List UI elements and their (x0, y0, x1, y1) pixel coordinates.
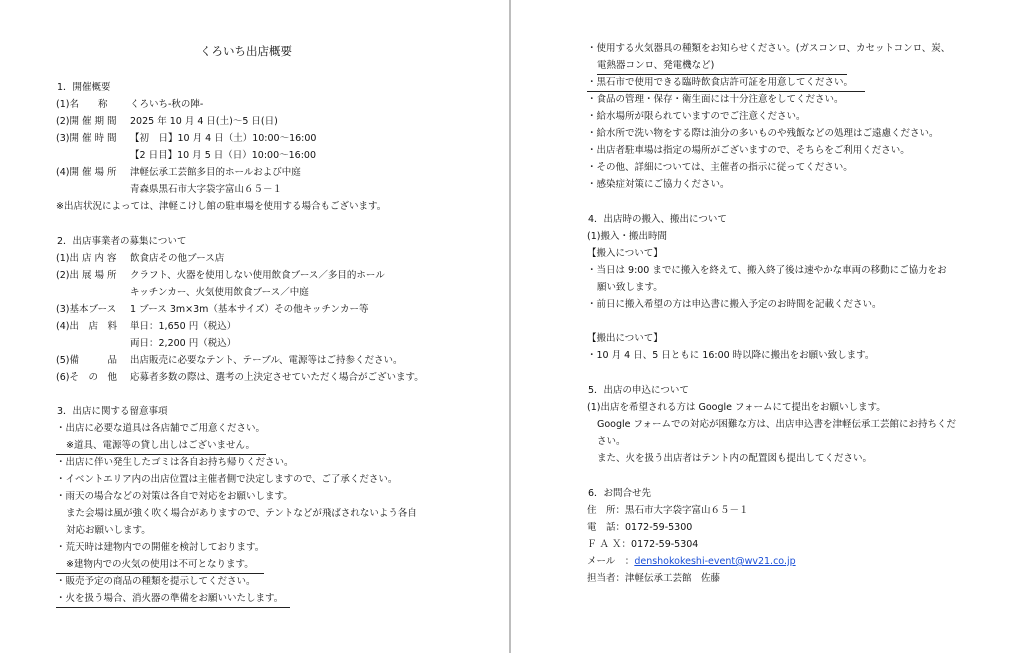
contact-staff-value: 津軽伝承工芸館 佐藤 (625, 573, 721, 584)
booth-location-courtyard: キッチンカー、火気使用飲食ブース／中庭 (130, 287, 309, 298)
note-item: また会場は風が強く吹く場合がありますので、テントなどが飛ばされないよう各自 (66, 508, 417, 519)
note-item: ※道具、電源等の貸し出しはございません。 (56, 439, 266, 455)
note-item: ・出店者駐車場は指定の場所がございますので、そちらをご利用ください。 (587, 145, 910, 156)
section-1-heading: 1．開催概要 (57, 82, 111, 93)
booth-fee-both: 両日：2,200 円（税込） (130, 338, 237, 349)
load-out-heading: 【搬出について】 (587, 333, 663, 344)
booth-fee-single: 単日：1,650 円（税込） (130, 321, 237, 332)
contact-phone (587, 521, 692, 535)
event-hours-label: (3)開 催 時 間 (56, 133, 117, 144)
event-venue-label: (4)開 催 場 所 (56, 167, 117, 178)
event-venue-value: 津軽伝承工芸館多目的ホールおよび中庭 (130, 167, 301, 178)
contact-address-value: 黒石市大字袋字富山６５－１ (625, 505, 749, 516)
note-item: ※建物内での火気の使用は不可となります。 (56, 558, 264, 574)
note-item: ・食品の管理・保存・衛生面には十分注意をしてください。 (587, 94, 844, 105)
event-name-value: くろいち-秋の陣- (130, 99, 204, 110)
note-item: ・出店に伴い発生したゴミは各自お持ち帰りください。 (56, 457, 294, 468)
note-item: 対応お願いします。 (66, 525, 151, 536)
booth-content-label: (1)出 店 内 容 (56, 253, 117, 264)
note-item: ・その他、詳細については、主催者の指示に従ってください。 (587, 162, 853, 173)
booth-size-value: 1 ブース 3m×3m（基本サイズ）その他キッチンカー等 (130, 304, 369, 315)
event-period-label: (2)開 催 期 間 (56, 116, 117, 127)
load-in-item: ・前日に搬入希望の方は申込書に搬入予定のお時間を記載ください。 (587, 299, 882, 310)
section-3-heading: 3．出店に関する留意事項 (57, 406, 168, 417)
application-item: Google フォームでの対応が困難な方は、出店申込書を津軽伝承工芸館にお持ちくだ (597, 419, 957, 430)
equipment-value: 出店販売に必要なテント、テーブル、電源等はご持参ください。 (130, 355, 403, 366)
other-label: (6)そ の 他 (56, 372, 117, 383)
loading-time-subheading: (1)搬入・搬出時間 (587, 231, 667, 242)
contact-fax-label: Ｆ Ａ Ｘ： (587, 539, 632, 550)
note-item: ・黒石市で使用できる臨時飲食店許可証を用意してください。 (587, 76, 865, 92)
application-item: また、火を扱う出店者はテント内の配置図も提出してください。 (597, 453, 873, 464)
booth-fee-label: (4)出 店 料 (56, 321, 117, 332)
contact-staff-label: 担当者： (587, 573, 626, 584)
other-value: 応募者多数の際は、選考の上決定させていただく場合がございます。 (130, 372, 424, 383)
event-venue-address: 青森県黒石市大字袋字富山６５－１ (130, 184, 283, 195)
section-5-heading: 5．出店の申込について (588, 385, 689, 396)
contact-fax (587, 538, 698, 552)
left-page (0, 0, 509, 653)
note-item: ・販売予定の商品の種類を提示してください。 (56, 576, 256, 587)
booth-location-hall: クラフト、火器を使用しない使用飲食ブース／多目的ホール (130, 270, 385, 281)
load-in-item: ・当日は 9:00 までに搬入を終えて、搬入終了後は速やかな車両の移動にご協力をお (587, 265, 947, 276)
contact-phone-value: 0172-59-5300 (625, 522, 693, 533)
application-item: (1)出店を希望される方は Google フォームにて提出をお願いします。 (587, 402, 886, 413)
booth-location-label: (2)出 展 場 所 (56, 270, 117, 281)
contact-fax-value: 0172-59-5304 (631, 539, 699, 550)
load-in-item: 願い致します。 (597, 282, 663, 293)
load-out-item: ・10 月 4 日、5 日ともに 16:00 時以降に搬出をお願い致します。 (587, 350, 875, 361)
note-item: ・雨天の場合などの対策は各自で対応をお願いします。 (56, 491, 293, 502)
booth-size-label: (3)基本ブース (56, 304, 117, 315)
booth-content-value: 飲食店その他ブース店 (130, 253, 225, 264)
note-item: ・荒天時は建物内での開催を検討しております。 (56, 542, 265, 553)
event-period-value: 2025 年 10 月 4 日(土)～5 日(日) (130, 116, 278, 127)
load-in-heading: 【搬入について】 (587, 248, 663, 259)
right-page (511, 0, 1024, 653)
contact-address-label: 住 所： (587, 505, 626, 516)
parking-note: ※出店状況によっては、津軽こけし館の駐車場を使用する場合もございます。 (56, 201, 387, 212)
note-item: 電熱器コンロ、発電機など) (597, 59, 847, 75)
event-hours-day2: 【2 日目】10 月 5 日（日）10:00～16:00 (130, 150, 317, 161)
note-item: ・出店に必要な道具は各店舗でご用意ください。 (56, 423, 266, 434)
contact-email-link[interactable]: denshokokeshi-event@wv21.co.jp (634, 556, 796, 567)
contact-email-label: メール ： (587, 556, 635, 567)
event-hours-day1: 【初 日】10 月 4 日（土）10:00～16:00 (130, 133, 317, 144)
contact-staff (587, 572, 720, 586)
note-item: ・火を扱う場合、消火器の準備をお願いいたします。 (56, 592, 290, 608)
document-title: くろいち出店概要 (200, 44, 292, 58)
contact-email (587, 555, 796, 569)
note-item: ・使用する火気器具の種類をお知らせください。(ガスコンロ、カセットコンロ、炭、 (587, 43, 951, 54)
section-6-heading: 6．お問合せ先 (588, 488, 652, 499)
contact-phone-label: 電 話： (587, 522, 626, 533)
note-item: ・イベントエリア内の出店位置は主催者側で決定しますので、ご了承ください。 (56, 474, 398, 485)
note-item: ・給水所で洗い物をする際は油分の多いものや残飯などの処理はご遠慮ください。 (587, 128, 939, 139)
note-item: ・給水場所が限られていますのでご注意ください。 (587, 111, 806, 122)
section-2-heading: 2．出店事業者の募集について (57, 236, 187, 247)
equipment-label: (5)備 品 (56, 355, 117, 366)
section-4-heading: 4．出店時の搬入、搬出について (588, 214, 727, 225)
contact-address (587, 504, 749, 518)
event-name-label: (1)名 称 (56, 99, 108, 110)
note-item: ・感染症対策にご協力ください。 (587, 179, 730, 190)
application-item: さい。 (597, 436, 626, 447)
